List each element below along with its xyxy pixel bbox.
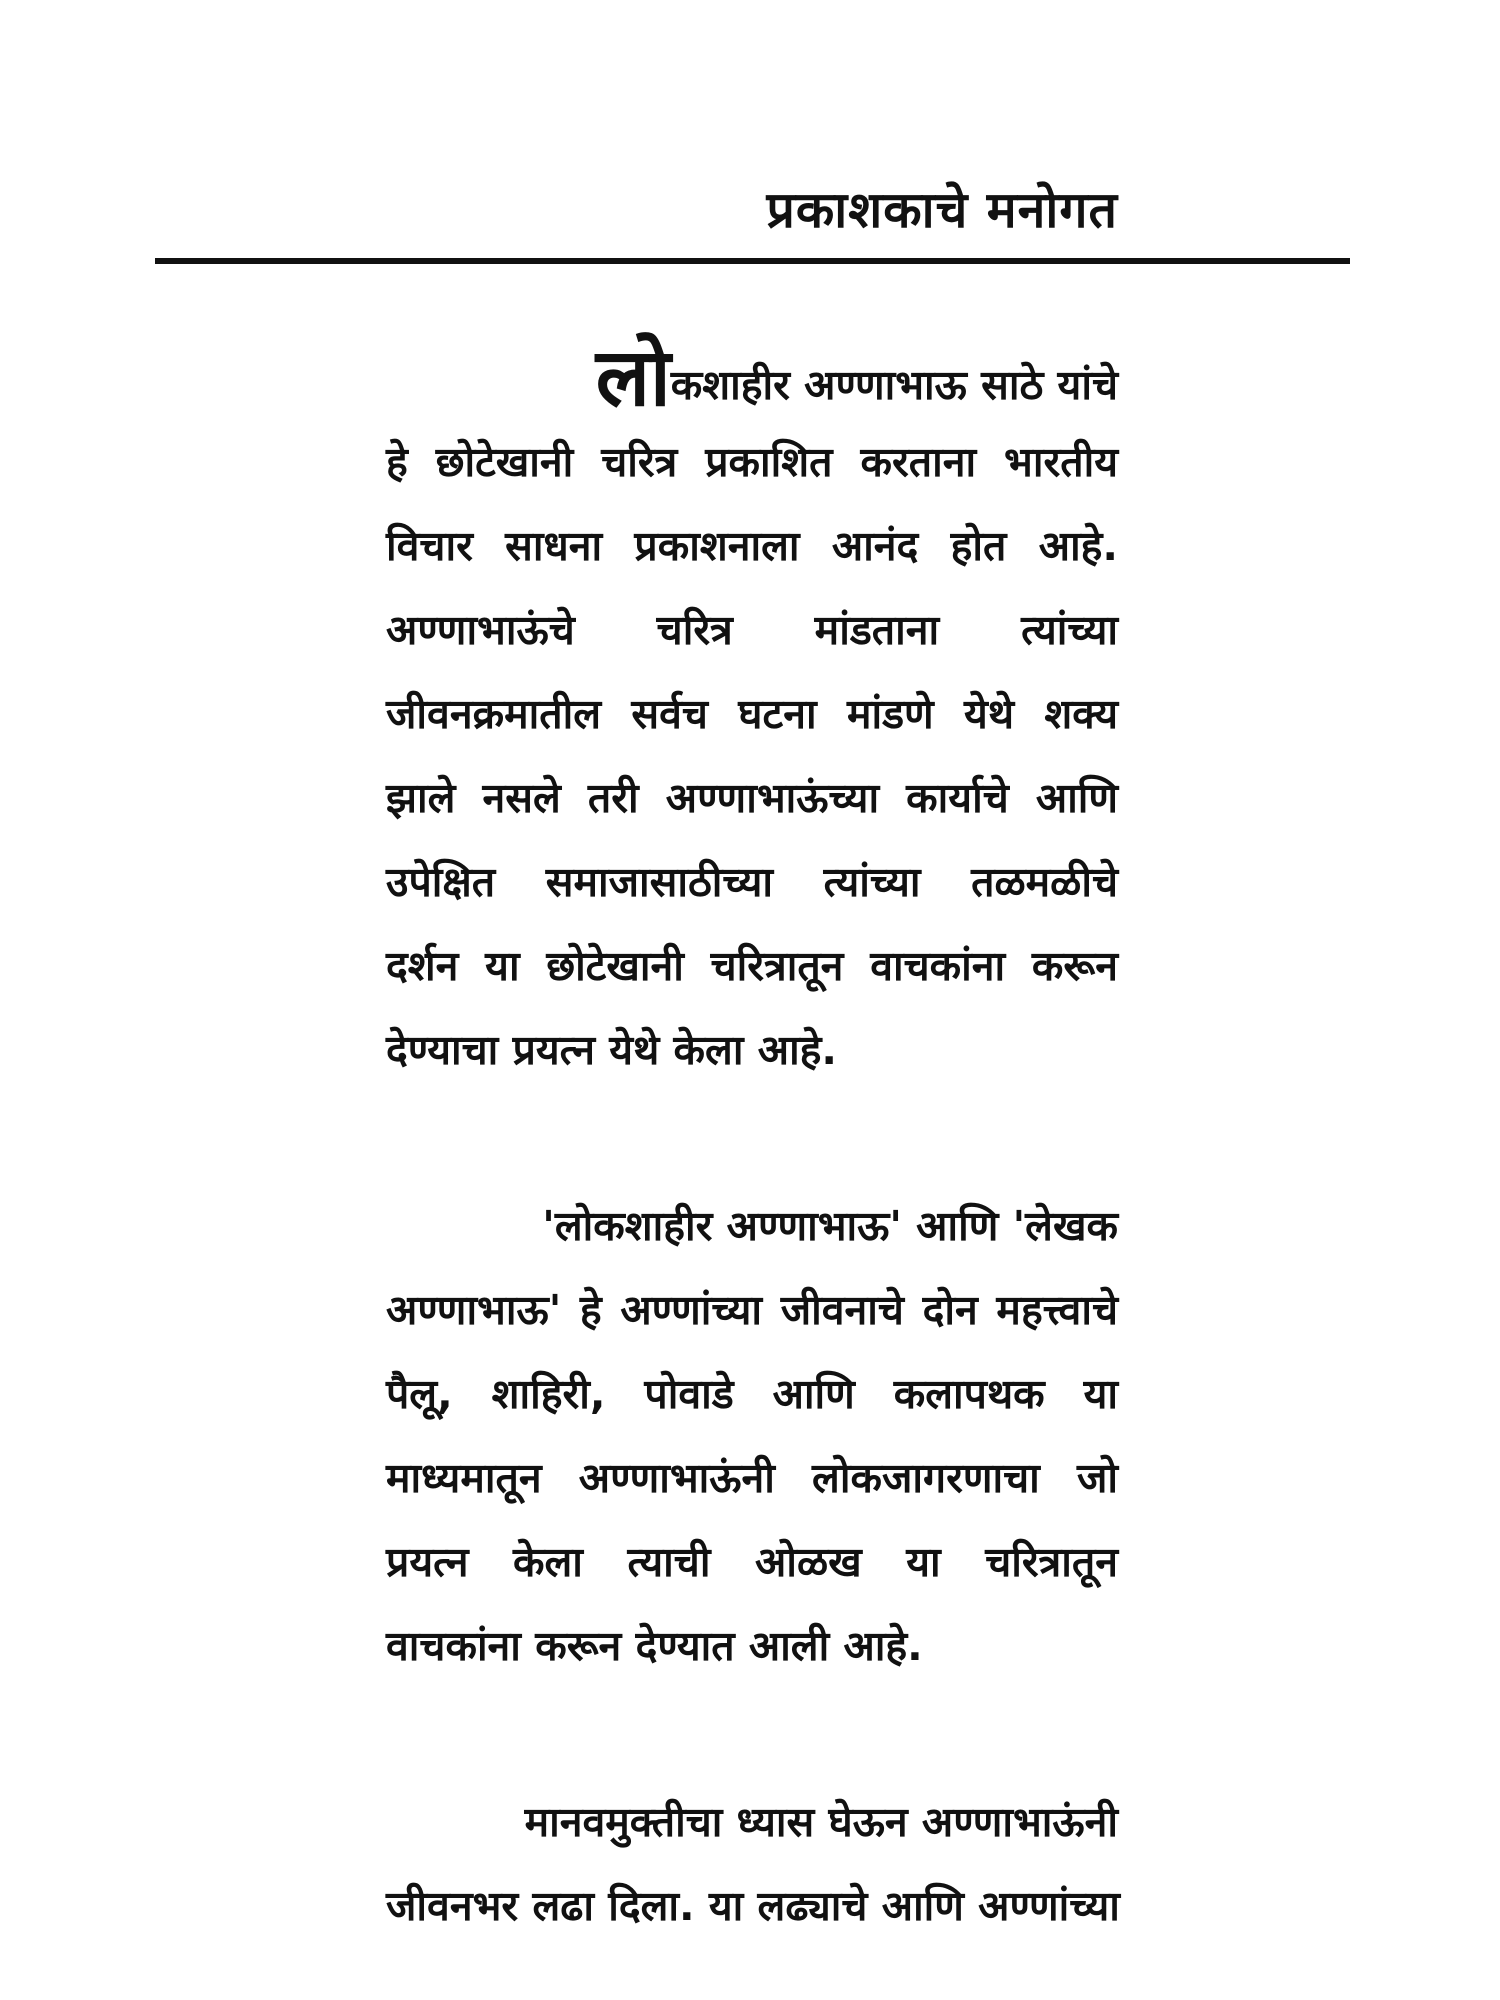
- header-rule: [155, 258, 1350, 264]
- paragraph-line: जीवनभर लढा दिला. या लढ्याचे आणि अण्णांच्या: [386, 1882, 1120, 1930]
- paragraph-line: प्रयत्न केला त्याची ओळख या चरित्रातून: [386, 1538, 1118, 1586]
- paragraph-line: वाचकांना करून देण्यात आली आहे.: [386, 1622, 923, 1670]
- paragraph-line: झाले नसले तरी अण्णाभाऊंच्या कार्याचे आणि: [386, 774, 1118, 822]
- paragraph-gap: [386, 1092, 1118, 1184]
- paragraph-2: [386, 1184, 1118, 1688]
- paragraph-line: विचार साधना प्रकाशनाला आनंद होत आहे.: [386, 522, 1118, 570]
- drop-cap: लो: [595, 331, 671, 424]
- paragraph-line-text: कशाहीर अण्णाभाऊ साठे यांचे: [670, 361, 1118, 409]
- body-text: [386, 331, 1120, 1948]
- paragraph-line: 'लोकशाहीर अण्णाभाऊ' आणि 'लेखक: [542, 1202, 1118, 1250]
- paragraph-line: दर्शन या छोटेखानी चरित्रातून वाचकांना करून: [386, 942, 1118, 990]
- paragraph-line: अण्णाभाऊंचे चरित्र मांडताना त्यांच्या: [386, 606, 1118, 654]
- page-title: प्रकाशकाचे मनोगत: [766, 181, 1118, 239]
- paragraph-line: देण्याचा प्रयत्न येथे केला आहे.: [386, 1026, 837, 1074]
- paragraph-line: हे छोटेखानी चरित्र प्रकाशित करताना भारतीय: [386, 438, 1118, 486]
- paragraph-3: [386, 1780, 1118, 1948]
- paragraph-1: [386, 331, 1118, 1092]
- paragraph-line: मानवमुक्तीचा ध्यास घेऊन अण्णाभाऊंनी: [524, 1798, 1118, 1846]
- page-header: [155, 170, 1350, 270]
- paragraph-line: [386, 331, 1118, 424]
- paragraph-line: जीवनक्रमातील सर्वच घटना मांडणे येथे शक्य: [386, 690, 1118, 738]
- paragraph-line: अण्णाभाऊ' हे अण्णांच्या जीवनाचे दोन महत्त्वाचे: [386, 1286, 1118, 1334]
- paragraph-line: पैलू, शाहिरी, पोवाडे आणि कलापथक या: [386, 1370, 1118, 1418]
- paragraph-gap: [386, 1688, 1118, 1780]
- paragraph-line: माध्यमातून अण्णाभाऊंनी लोकजागरणाचा जो: [386, 1454, 1118, 1502]
- paragraph-line: उपेक्षित समाजासाठीच्या त्यांच्या तळमळीचे: [386, 858, 1118, 906]
